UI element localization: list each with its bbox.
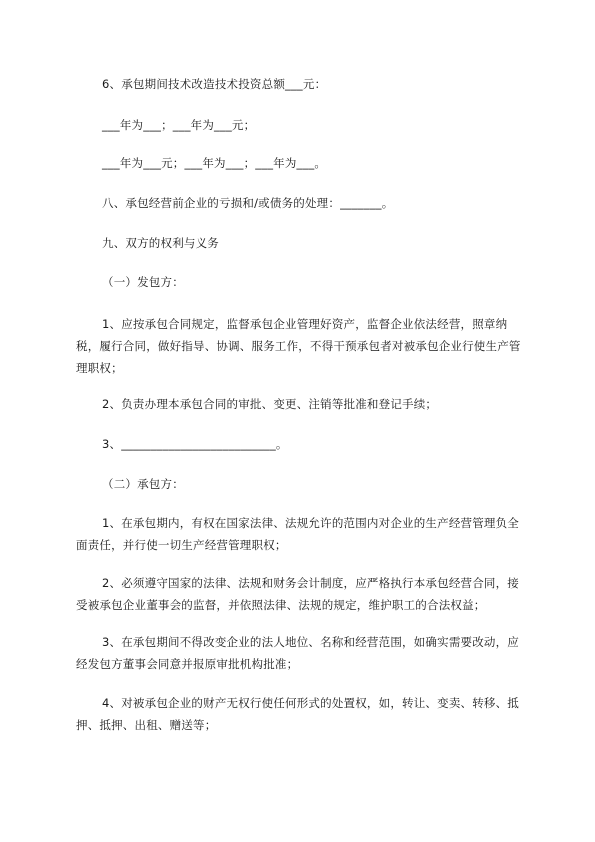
employer-duty-2: 2、负责办理本承包合同的审批、变更、注销等批准和登记手续； — [102, 397, 438, 411]
contractor-duty-2: 2、必须遵守国家的法律、法规和财务会计制度，应严格执行本承包经营合同，接受被承包企业董事会的监督，并依照法律、法规的规定，维护职工的合法权益； — [76, 576, 520, 612]
contractor-duty-4: 4、对被承包企业的财产无权行使任何形式的处置权，如，转让、变卖、转移、抵押、抵押、出租、赠送等； — [76, 696, 520, 732]
section-9-heading: 九、双方的权利与义务 — [102, 236, 219, 250]
investment-years-line-2: ___年为___元；___年为___；___年为___。 — [102, 156, 327, 170]
employer-duty-3: 3、__________________________。 — [102, 437, 288, 451]
employer-duty-1: 1、应按承包合同规定，监督承包企业管理好资产，监督企业依法经营，照章纳税，履行合同，做好指导、协调、服务工作，不得干预承包者对被承包企业行使生产管理职权； — [76, 317, 521, 375]
section-8-heading: 八、承包经营前企业的亏损和/或债务的处理：_______。 — [102, 196, 394, 210]
contractor-duty-3: 3、在承包期间不得改变企业的法人地位、名称和经营范围，如确实需要改动，应经发包方董事会同意并报原审批机构批准； — [76, 635, 520, 671]
contractor-right-1: 1、在承包期内，有权在国家法律、法规允许的范围内对企业的生产经营管理负全面责任，并行使一切生产经营管理职权； — [76, 516, 520, 552]
investment-years-line-1: ___年为___；___年为___元； — [102, 118, 256, 132]
subsection-contractor-heading: （二）承包方： — [102, 477, 184, 491]
clause-6-tech-investment: 6、承包期间技术改造技术投资总额___元： — [102, 77, 327, 91]
subsection-employer-heading: （一）发包方： — [102, 275, 184, 289]
